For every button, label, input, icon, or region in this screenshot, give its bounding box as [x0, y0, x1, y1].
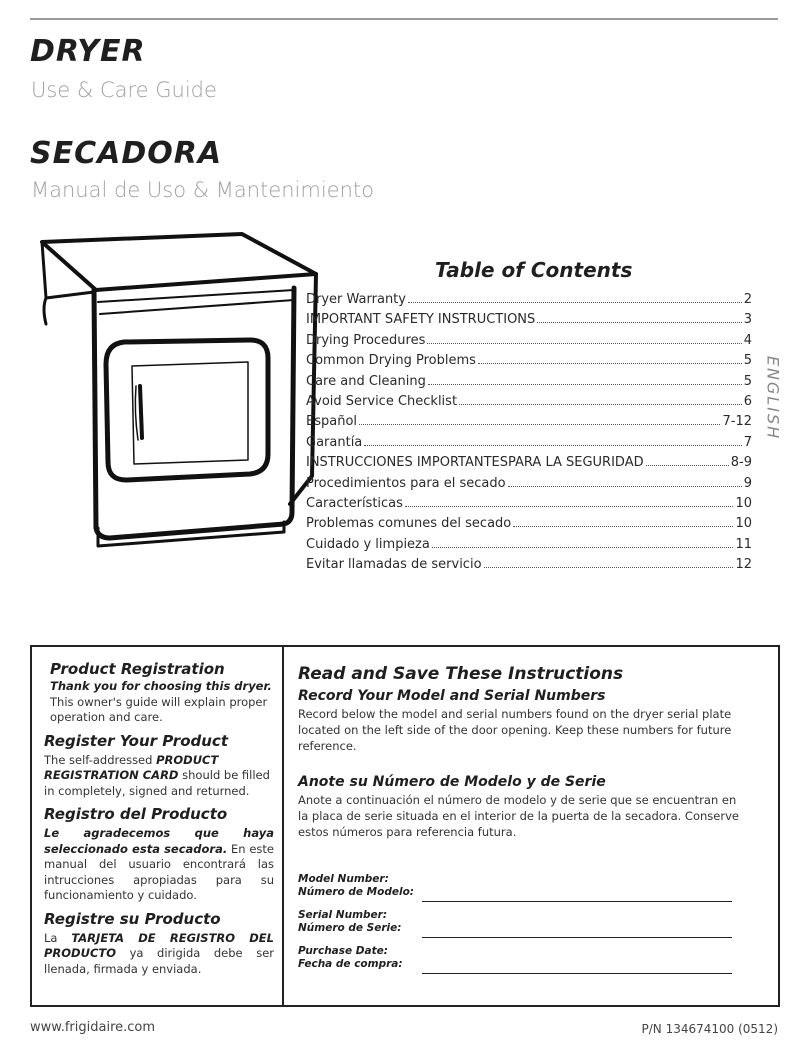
registro-paragraph: [44, 826, 274, 904]
part-number: P/N 134674100 (0512): [641, 1022, 778, 1036]
anote-heading: Anote su Número de Modelo y de Serie: [298, 774, 606, 790]
toc-item[interactable]: [306, 353, 752, 373]
toc-leader-dots: [537, 322, 741, 323]
toc-item-page: 10: [735, 495, 752, 511]
toc-leader-dots: [459, 404, 742, 405]
toc-item-page: 7-12: [722, 414, 752, 430]
model-number-label: Model Number:: [298, 873, 389, 885]
numero-de-serie-label: Número de Serie:: [298, 922, 402, 934]
model-number-line[interactable]: [422, 901, 732, 903]
toc-item[interactable]: [306, 455, 752, 475]
toc-item-label: Common Drying Problems: [306, 353, 476, 369]
toc-leader-dots: [364, 445, 741, 446]
toc-leader-dots: [508, 486, 742, 487]
subtitle-spanish: Manual de Uso & Mantenimiento: [31, 178, 374, 202]
toc-item-label: Garantía: [306, 434, 363, 450]
toc-leader-dots: [428, 384, 742, 385]
top-rule: [30, 18, 778, 20]
title-english: DRYER: [30, 34, 146, 69]
model-number-field[interactable]: [298, 873, 748, 909]
toc-leader-dots: [646, 465, 729, 466]
language-tab-label: ENGLISH: [763, 355, 783, 441]
toc-item-label: Care and Cleaning: [306, 373, 426, 389]
thank-you-text: This owner's guide will explain proper operation and care.: [50, 694, 268, 724]
toc-item-page: 11: [735, 536, 752, 552]
toc-item-page: 10: [735, 516, 752, 532]
toc-item-label: Problemas comunes del secado: [306, 516, 512, 532]
toc-item[interactable]: [306, 496, 752, 516]
toc-item[interactable]: [306, 476, 752, 496]
toc-item-page: 7: [743, 434, 752, 450]
toc-leader-dots: [427, 343, 741, 344]
table-of-contents: [306, 292, 752, 577]
toc-item[interactable]: [306, 292, 752, 312]
title-spanish: SECADORA: [30, 136, 223, 171]
toc-leader-dots: [478, 363, 742, 364]
language-tab: [758, 348, 788, 448]
toc-item-page: 5: [743, 373, 752, 389]
anote-text: Anote a continuación el número de modelo y de serie que se encuentran en la placa de serie situada en el interior de la puerta de la secadora. Conserve estos números para referencia futura.: [298, 793, 739, 839]
website-link[interactable]: www.frigidaire.com: [30, 1020, 156, 1035]
record-fields: [298, 873, 748, 981]
toc-item-page: 4: [743, 332, 752, 348]
toc-item-page: 2: [743, 292, 752, 307]
toc-leader-dots: [405, 506, 734, 507]
registre-paragraph: [44, 931, 274, 978]
register-card-bold: PRODUCT REGISTRATION CARD: [44, 752, 219, 782]
serial-number-field[interactable]: [298, 909, 748, 945]
registro-text: En este manual del usuario encontrará las intrucciones apropiadas para su funcionamiento y cuidado.: [44, 841, 274, 902]
toc-item[interactable]: [306, 414, 752, 434]
register-paragraph: [44, 753, 274, 800]
toc-item-label: IMPORTANT SAFETY INSTRUCTIONS: [306, 312, 536, 328]
toc-item-label: INSTRUCCIONES IMPORTANTESPARA LA SEGURIDAD: [306, 455, 644, 471]
fecha-de-compra-label: Fecha de compra:: [298, 958, 403, 970]
toc-item-page: 5: [743, 353, 752, 369]
registro-heading: Registro del Producto: [44, 805, 228, 823]
toc-item-label: Evitar llamadas de servicio: [306, 557, 482, 573]
toc-item-label: Cuidado y limpieza: [306, 536, 430, 552]
registre-card-bold: TARJETA DE REGISTRO DEL PRODUCTO: [44, 930, 274, 960]
toc-item[interactable]: [306, 435, 752, 455]
registre-heading: Registre su Producto: [44, 909, 221, 928]
purchase-date-label: Purchase Date:: [298, 945, 388, 957]
read-save-heading: Read and Save These Instructions: [298, 664, 624, 684]
toc-item-page: 12: [735, 557, 752, 573]
thank-you-bold: Thank you for choosing this dryer.: [50, 679, 272, 693]
toc-item[interactable]: [306, 516, 752, 536]
serial-number-line[interactable]: [422, 937, 732, 939]
toc-item[interactable]: [306, 557, 752, 577]
registre-text-post: ya dirigida debe ser llenada, firmada y enviada.: [44, 946, 274, 976]
product-registration-heading: Product Registration: [50, 660, 225, 678]
toc-leader-dots: [432, 547, 734, 548]
registration-left-column: [44, 660, 274, 977]
register-product-heading: Register Your Product: [44, 731, 228, 750]
toc-leader-dots: [513, 526, 733, 527]
toc-leader-dots: [408, 302, 742, 303]
toc-item[interactable]: [306, 333, 752, 353]
toc-item-label: Procedimientos para el secado: [306, 475, 506, 491]
toc-item-page: 3: [743, 312, 752, 328]
subtitle-english: Use & Care Guide: [31, 78, 217, 102]
registration-right-column: [298, 664, 743, 840]
toc-item[interactable]: [306, 374, 752, 394]
numero-de-modelo-label: Número de Modelo:: [298, 886, 414, 898]
serial-number-label: Serial Number:: [298, 909, 388, 921]
toc-item-label: Avoid Service Checklist: [306, 393, 458, 409]
toc-item-label: Características: [306, 495, 403, 511]
dryer-illustration: [28, 228, 328, 568]
toc-item[interactable]: [306, 537, 752, 557]
register-text-post: should be filled in completely, signed and returned.: [44, 768, 270, 798]
toc-title: Table of Contents: [435, 258, 633, 282]
registro-bold: Le agradecemos que haya seleccionado esta secadora.: [44, 826, 274, 856]
purchase-date-line[interactable]: [422, 973, 732, 975]
thank-you-paragraph: [50, 679, 274, 726]
toc-leader-dots: [484, 567, 734, 568]
toc-item-page: 9: [743, 475, 752, 491]
toc-item-page: 8-9: [730, 455, 752, 471]
toc-item[interactable]: [306, 312, 752, 332]
toc-item-page: 6: [743, 393, 752, 409]
toc-leader-dots: [359, 424, 720, 425]
purchase-date-field[interactable]: [298, 945, 748, 981]
registre-text-pre: La: [44, 930, 72, 945]
toc-item-label: Español: [306, 414, 358, 430]
record-numbers-text: Record below the model and serial numbers found on the dryer serial plate located on the left side of the door opening. Keep these numbers for future reference.: [298, 707, 732, 753]
toc-item[interactable]: [306, 394, 752, 414]
register-text-pre: The self-addressed: [44, 752, 157, 767]
toc-item-label: Drying Procedures: [306, 332, 426, 348]
toc-item-label: Dryer Warranty: [306, 292, 406, 307]
record-numbers-heading: Record Your Model and Serial Numbers: [298, 688, 606, 704]
registration-divider: [282, 645, 284, 1007]
